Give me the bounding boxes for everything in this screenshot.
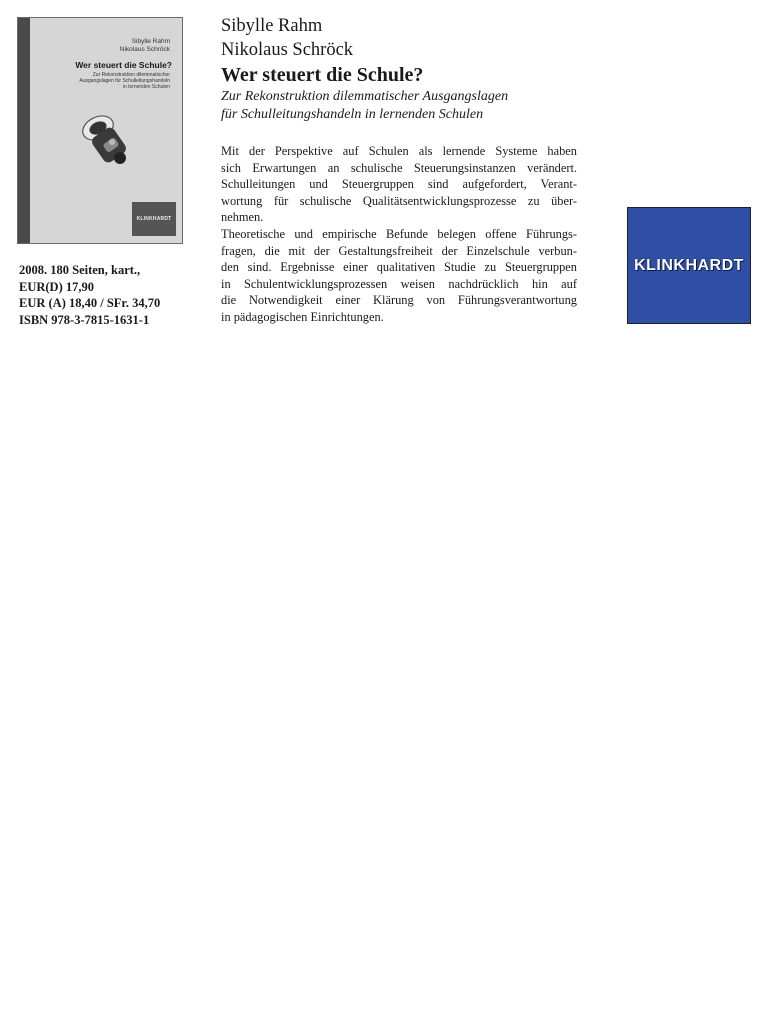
description-line: die Notwendigkeit einer Klärung von Führungsverantwortung xyxy=(221,293,577,308)
cover-illustration xyxy=(68,108,138,170)
author-name: Sibylle Rahm xyxy=(221,16,323,36)
book-title: Wer steuert die Schule? xyxy=(221,64,424,86)
subtitle-line: für Schulleitungshandeln in lernenden Schulen xyxy=(221,107,484,122)
description-line: wortung für schulische Qualitätsentwicklungsprozesse zu über- xyxy=(221,193,577,208)
description-line: fragen, die mit der Gestaltungsfreiheit der Einzelschule verbun- xyxy=(221,243,577,258)
cover-subtitle-line: Zur Rekonstruktion dilemmatischer xyxy=(92,72,170,78)
description-line: in pädagogischen Einrichtungen. xyxy=(221,309,384,324)
cover-title: Wer steuert die Schule? xyxy=(75,60,172,70)
description-line: Theoretische und empirische Befunde belegen offene Führungs- xyxy=(221,226,577,241)
cover-stripe xyxy=(18,18,30,243)
publisher-logo xyxy=(627,207,751,324)
description-line: nehmen. xyxy=(221,210,264,225)
cover-author-2: Nikolaus Schröck xyxy=(119,46,170,53)
subtitle-line: Zur Rekonstruktion dilemmatischer Ausgangslagen xyxy=(221,89,509,104)
biblio-line: EUR(D) 17,90 xyxy=(19,279,94,294)
biblio-line: 2008. 180 Seiten, kart., xyxy=(19,263,141,277)
description-line: Schulleitungen und Steuergruppen sind aufgefordert, Verant- xyxy=(221,177,577,192)
cover-authors xyxy=(58,38,170,54)
description-line: den sind. Ergebnisse einer qualitativen Studie zu Steuergruppen xyxy=(221,260,577,275)
cover-subtitle-line: in lernenden Schulen xyxy=(123,84,170,90)
biblio-line: EUR (A) 18,40 / SFr. 34,70 xyxy=(19,296,161,310)
author-name: Nikolaus Schröck xyxy=(221,40,354,60)
cover-author-1: Sibylle Rahm xyxy=(131,38,170,45)
publisher-logo-text: KLINKHARDT xyxy=(634,256,744,274)
cover-publisher-logo: KLINKHARDT xyxy=(132,202,176,236)
biblio-line: ISBN 978-3-7815-1631-1 xyxy=(19,312,150,327)
book-cover xyxy=(17,17,183,244)
cover-subtitle-line: Ausgangslagen für Schulleitungshandeln xyxy=(79,78,170,84)
book-description xyxy=(221,143,577,326)
bibliographic-info xyxy=(19,262,160,328)
description-line: sich Erwartungen an schulische Steuerungsinstanzen verändert. xyxy=(221,160,577,175)
book-subtitle xyxy=(221,88,581,124)
description-line: Mit der Perspektive auf Schulen als lernende Systeme haben xyxy=(221,144,577,158)
description-line: in Schulentwicklungsprozessen weisen nachdrücklich hin auf xyxy=(221,276,577,291)
cover-subtitle xyxy=(58,72,170,90)
